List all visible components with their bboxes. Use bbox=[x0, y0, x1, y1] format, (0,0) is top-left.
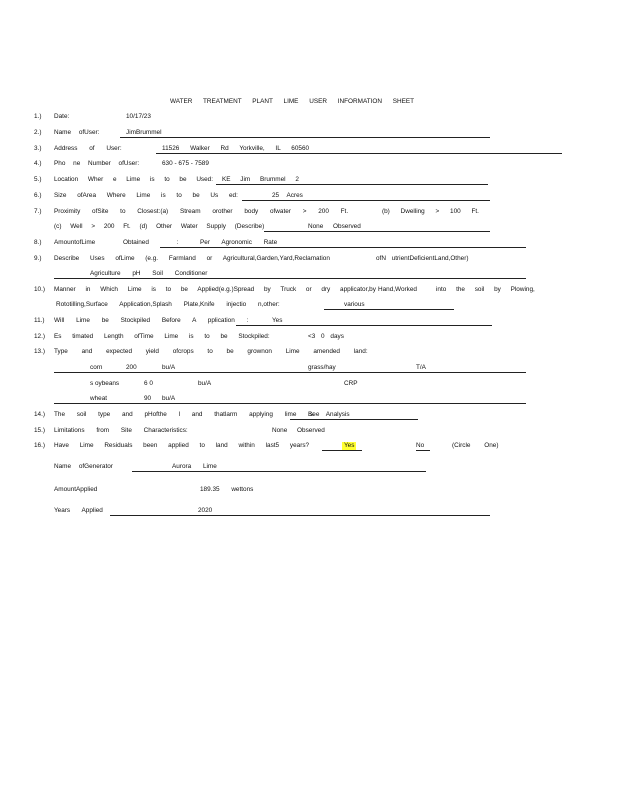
crops-label: Type and expected yield ofcrops to be grownon Lime amended land: bbox=[54, 348, 368, 355]
estimated-label: Es timated Length ofTime Lime is to be Stockpiled: bbox=[54, 333, 270, 340]
crop-3-yield: 90 bbox=[144, 395, 152, 402]
answer-no: No bbox=[416, 442, 425, 449]
item-number-15: 15.) bbox=[34, 427, 46, 434]
crop-1b-name: grass/hay bbox=[308, 364, 336, 371]
proximity-label: Proximity ofSite to Closest:(a) Stream orother body ofwater > 200 Ft. bbox=[54, 208, 349, 215]
well-value: None Observed bbox=[308, 223, 361, 230]
years-applied-label: Years Applied bbox=[54, 507, 103, 514]
size-value: 25 Acres bbox=[272, 192, 303, 199]
item-number-16: 16.) bbox=[34, 442, 46, 449]
manner-by-value: Hand,Worked bbox=[378, 286, 417, 293]
name-underline bbox=[120, 137, 490, 138]
item-number-8: 8.) bbox=[34, 239, 42, 246]
page-title: WATER TREATMENT PLANT LIME USER INFORMATION SHEET bbox=[170, 98, 415, 105]
name-value: JimBrummel bbox=[126, 129, 162, 136]
location-value: KE Jim Brummel 2 bbox=[222, 176, 299, 183]
describe-value: Agriculture pH Soil Conditioner bbox=[90, 270, 208, 277]
crop-1b-unit: T/A bbox=[416, 364, 426, 371]
item-number-11: 11.) bbox=[34, 317, 45, 324]
location-underline bbox=[216, 184, 488, 185]
amount-value: Per Agronomic Rate bbox=[200, 239, 278, 246]
dwelling-label: (b) Dwelling > 100 Ft. bbox=[382, 208, 479, 215]
crop-1-name: corn bbox=[90, 364, 103, 371]
describe-label-tail: ofN utrientDeficientLand,Other) bbox=[376, 255, 469, 262]
manner-underline bbox=[324, 309, 454, 310]
limitations-label: Limitations from Site Characteristics: bbox=[54, 427, 188, 434]
crop-1-yield: 200 bbox=[126, 364, 137, 371]
crop-2-name: s oybeans bbox=[90, 380, 120, 387]
item-number-9: 9.) bbox=[34, 255, 42, 262]
address-underline bbox=[156, 153, 562, 154]
years-applied-underline bbox=[110, 515, 490, 516]
address-label: Address of User: bbox=[54, 145, 122, 152]
residuals-label: Have Lime Residuals been applied to land within last5 years? bbox=[54, 442, 310, 449]
generator-label: Name ofGenerator bbox=[54, 463, 113, 470]
name-label: Name ofUser: bbox=[54, 129, 100, 136]
phone-label: Pho ne Number ofUser: bbox=[54, 160, 140, 167]
item-number-7: 7.) bbox=[34, 208, 42, 215]
crop-1-underline bbox=[54, 372, 526, 373]
yes-underline bbox=[322, 450, 362, 451]
years-applied-value: 2020 bbox=[198, 507, 213, 514]
describe-label: Describe Uses ofLime (e.g. Farmland or Agricultural,Garden,Yard,Reclamation bbox=[54, 255, 330, 262]
address-value: 11526 Walker Rd Yorkville, IL 60560 bbox=[162, 145, 310, 152]
item-number-3: 3.) bbox=[34, 145, 42, 152]
soil-underline bbox=[290, 419, 418, 420]
crop-2b-name: CRP bbox=[344, 380, 358, 387]
item-number-12: 12.) bbox=[34, 333, 46, 340]
crop-3-unit: bu/A bbox=[162, 395, 176, 402]
soil-value: See Analysis bbox=[308, 411, 350, 418]
item-number-13: 13.) bbox=[34, 348, 46, 355]
phone-value: 630 - 675 - 7589 bbox=[162, 160, 209, 167]
well-underline bbox=[264, 231, 490, 232]
manner-other-value: various bbox=[344, 301, 365, 308]
manner-label: Manner in Which Lime is to be Applied(e.g.)Spread by Truck or dry applicator,by bbox=[54, 286, 376, 293]
crop-2-yield: 6 0 bbox=[144, 380, 153, 387]
item-number-14: 14.) bbox=[34, 411, 46, 418]
stockpiled-value: Yes bbox=[272, 317, 283, 324]
stockpiled-label: Will Lime be Stockpiled Before A pplication : bbox=[54, 317, 249, 324]
item-number-4: 4.) bbox=[34, 160, 42, 167]
amount-label: AmountofLime Obtained : bbox=[54, 239, 179, 246]
generator-value: Aurora Lime bbox=[172, 463, 217, 470]
manner-label-tail: into the soil by Plowing, bbox=[436, 286, 535, 293]
crop-1-unit: bu/A bbox=[162, 364, 176, 371]
amount-applied-label: AmountApplied bbox=[54, 486, 98, 493]
describe-underline bbox=[54, 278, 526, 279]
item-number-6: 6.) bbox=[34, 192, 42, 199]
crop-3-name: wheat bbox=[90, 395, 108, 402]
manner-label-2: Rototilling,Surface Application,Splash Plate,Knife injectio n,other: bbox=[56, 301, 280, 308]
soil-label: The soil type and pHofthe l and thatlarm applying lime is: bbox=[54, 411, 315, 418]
date-value: 10/17/23 bbox=[126, 113, 151, 120]
item-number-10: 10.) bbox=[34, 286, 46, 293]
answer-yes-highlighted: Yes bbox=[344, 442, 355, 449]
generator-underline bbox=[132, 471, 426, 472]
crop-2-unit: bu/A bbox=[198, 380, 212, 387]
item-number-2: 2.) bbox=[34, 129, 42, 136]
no-underline bbox=[416, 450, 430, 451]
location-label: Location Wher e Lime is to be Used: bbox=[54, 176, 214, 183]
size-label: Size ofArea Where Lime is to be Us ed: bbox=[54, 192, 238, 199]
date-label: Date: bbox=[54, 113, 70, 120]
crop-3-underline bbox=[54, 403, 526, 404]
circle-one-note: (Circle One) bbox=[452, 442, 499, 449]
estimated-value: <3 0 days bbox=[308, 333, 344, 340]
item-number-1: 1.) bbox=[34, 113, 42, 120]
item-number-5: 5.) bbox=[34, 176, 42, 183]
size-underline bbox=[242, 200, 490, 201]
amount-underline bbox=[160, 247, 526, 248]
stockpiled-underline bbox=[236, 325, 492, 326]
well-label: (c) Well > 200 Ft. (d) Other Water Supply (Describe) bbox=[54, 223, 265, 230]
limitations-value: None Observed bbox=[272, 427, 325, 434]
amount-applied-value: 189.35 wettons bbox=[200, 486, 254, 493]
